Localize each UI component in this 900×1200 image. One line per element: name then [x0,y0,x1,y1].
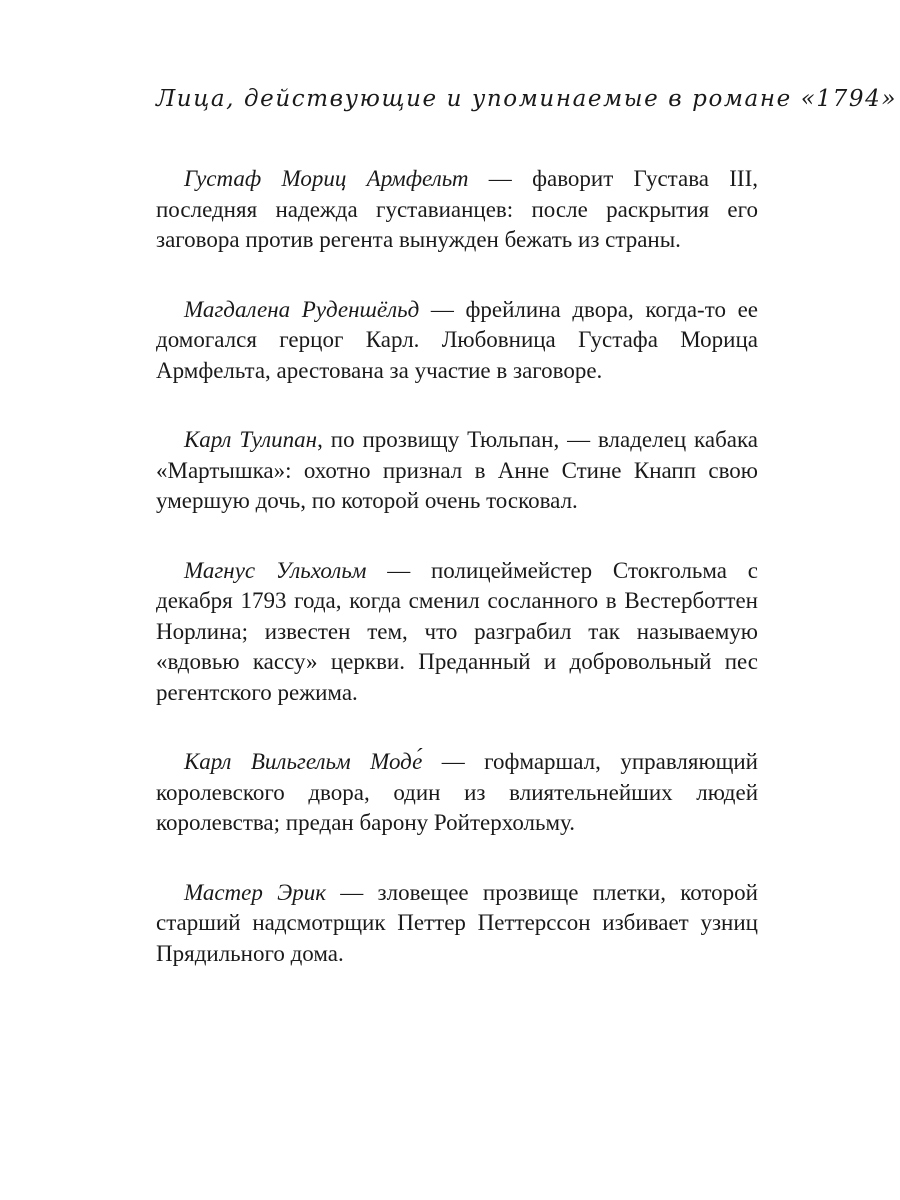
character-entry [156,878,758,970]
character-description: — гофмаршал, управляющий королевского двора, один из влиятельнейших людей королевства; предан барону Ройтерхольму. [156,749,758,835]
character-entry [156,164,758,256]
character-entry [156,747,758,839]
character-entry [156,295,758,387]
character-description: — зловещее прозвище плетки, которой старший надсмотрщик Петтер Петтерссон избивает узниц Прядильного дома. [156,879,758,966]
character-name: Карл Вильгельм Моде́ [184,749,423,774]
character-description: — полицеймейстер Стокгольма с декабря 1793 года, когда сменил сосланного в Вестерботтен Норлина; известен тем, что разграбил так называемую «вдовью кассу» церкви. Преданный и добровольный пес регентского режима. [156,557,758,705]
character-name: Магдалена Руденшёльд [184,296,420,322]
character-list [156,164,758,1008]
character-name: Карл Тулипан [184,427,318,452]
character-entry [156,556,758,709]
character-description: — фрейлина двора, когда-то ее домогался герцог Карл. Любовница Густафа Морица Армфельта, арестована за участие в заговоре. [156,296,758,383]
character-description: , по прозвищу Тюльпан, — владелец кабака «Мартышка»: охотно признал в Анне Стине Кнапп свою умершую дочь, по которой очень тосковал. [156,427,759,513]
character-description: — фаворит Густава III, последняя надежда густавианцев: после раскрытия его заговора против регента вынужден бежать из страны. [156,166,758,252]
character-name: Мастер Эрик [184,879,326,905]
character-name: Магнус Ульхольм [184,557,367,583]
character-entry [156,425,758,517]
running-header: Лица, действующие и упоминаемые в романе «1794» [156,86,898,112]
character-name: Густаф Мориц Армфельт [184,166,469,191]
